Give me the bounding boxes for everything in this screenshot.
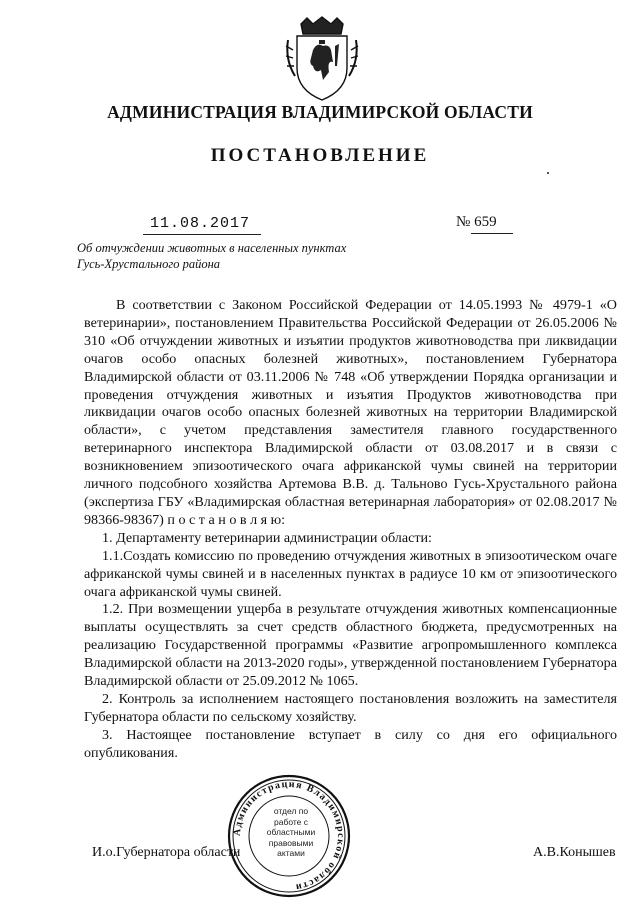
document-body — [84, 297, 617, 763]
document-date: 11.08.2017 — [150, 215, 251, 232]
document-type: ПОСТАНОВЛЕНИЕ — [210, 145, 430, 166]
item-1: 1. Департаменту ветеринарии администрации области: — [102, 529, 432, 546]
document-subject — [77, 240, 377, 272]
subject-line-2: Гусь-Хрустального района — [77, 257, 221, 271]
stamp-inner-text: отдел по работе с областными правовыми актами — [266, 806, 316, 858]
item-2: 2. Контроль за исполнением настоящего постановления возложить на заместителя Губернатора области по сельскому хозяйству. — [84, 690, 617, 725]
preamble-paragraph: В соответствии с Законом Российской Федерации от 14.05.1993 № 4979-1 «О ветеринарии», постановлением Правительства Российской Федерации от 26.05.2006 № 310 «Об отчуждении животных и изъятии продуктов животноводства при ликвидации очагов особо опасных болезней животных», постановлением Губернатора Владимирской области от 03.11.2006 № 748 «Об утверждении Порядка организации и проведения отчуждения животных и изъятия Продуктов животноводства при ликвидации очагов особо опасных болезней животных на территории Владимирской области», с учетом представления заместителя главного государственного ветеринарного инспектора Владимирской области от 03.08.2017 и в связи с возникновением эпизоотического очага африканской чумы свиней на территории личного подсобного хозяйства Артемова В.В. д. Тальново Гусь-Хрустального района (экспертиза ГБУ «Владимирская областная ветеринарная лаборатория» от 02.08.2017 № 98366-98367) п о с т а н о в л я ю: — [84, 297, 617, 528]
item-1-1: 1.1.Создать комиссию по проведению отчуждения животных в эпизоотическом очаге африканской чумы свиней и в населенных пунктах в радиусе 10 км от эпизоотического очага африканской чумы свиней. — [84, 547, 617, 600]
coat-of-arms-icon — [283, 16, 361, 102]
document-number — [456, 214, 497, 231]
item-3: 3. Настоящее постановление вступает в силу со дня его официального опубликования. — [84, 726, 617, 761]
organization-name: АДМИНИСТРАЦИЯ ВЛАДИМИРСКОЙ ОБЛАСТИ — [107, 102, 533, 122]
signatory-name: А.В.Конышев — [533, 845, 616, 860]
number-underline — [471, 233, 513, 234]
date-underline — [143, 234, 261, 235]
number-value: 659 — [474, 214, 497, 230]
number-label: № — [456, 214, 471, 230]
stamp-ring-text: Администрация Владимирской области — [231, 778, 347, 893]
scan-speck — [547, 172, 549, 174]
item-1-2: 1.2. При возмещении ущерба в результате отчуждения животных компенсационные выплаты осуществлять за счет средств областного бюджета, предусмотренных на реализацию Государственной программы «Развитие агропромышленного комплекса Владимирской области на 2013-2020 годы», утвержденной постановлением Губернатора Владимирской области от 25.09.2012 № 1065. — [84, 601, 617, 690]
signatory-position: И.о.Губернатора области — [92, 845, 241, 860]
subject-line-1: Об отчуждении животных в населенных пунктах — [77, 241, 347, 255]
